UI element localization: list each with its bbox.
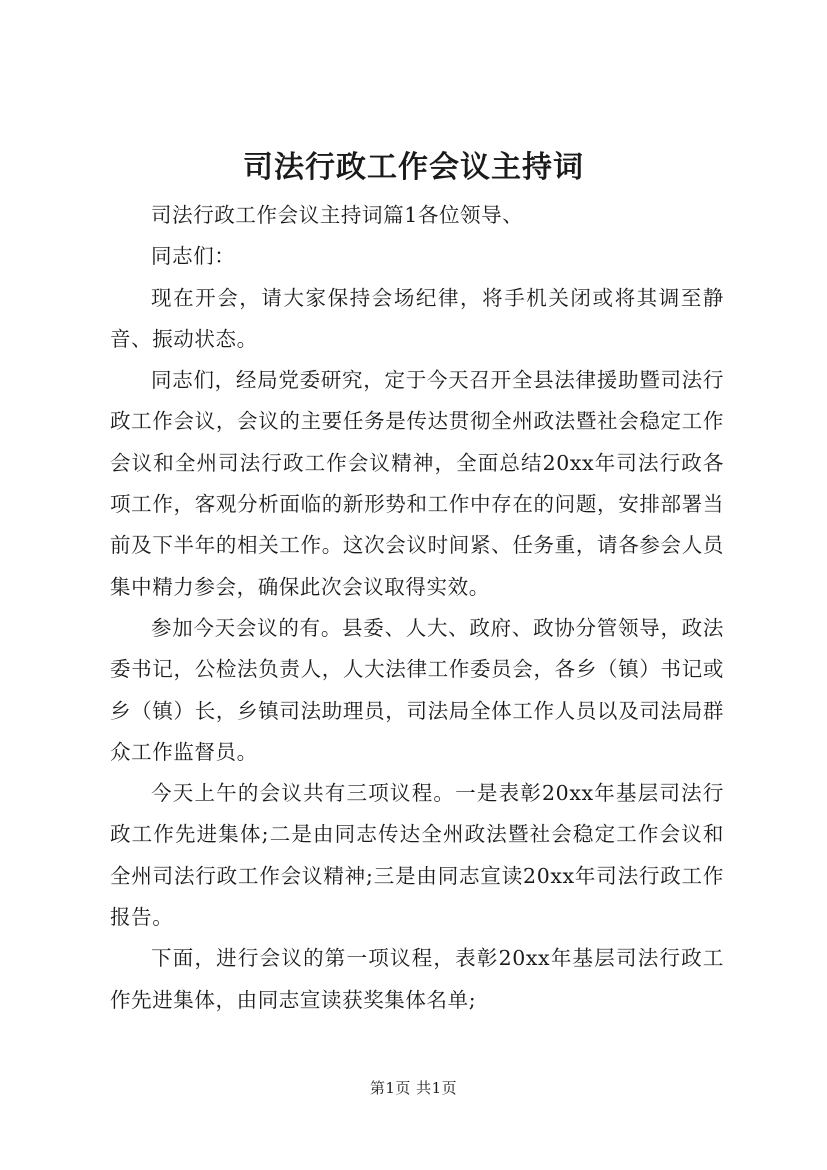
paragraph: 下面，进行会议的第一项议程，表彰20xx年基层司法行政工作先进集体，由同志宣读获奖集体名单; (110, 946, 724, 1012)
paragraph: 司法行政工作会议主持词篇1各位领导、 (151, 203, 524, 227)
paragraph: 现在开会，请大家保持会场纪律，将手机关闭或将其调至静音、振动状态。 (110, 285, 724, 351)
page-footer: 第1页 共1页 (369, 1079, 458, 1097)
paragraph: 参加今天会议的有。县委、人大、政府、政协分管领导，政法委书记，公检法负责人，人大法律工作委员会，各乡（镇）书记或乡（镇）长，乡镇司法助理员，司法局全体工作人员以及司法局群众工作监督员。 (110, 615, 724, 764)
paragraph: 今天上午的会议共有三项议程。一是表彰20xx年基层司法行政工作先进集体;二是由同志传达全州政法暨社会稳定工作会议和全州司法行政工作会议精神;三是由同志宣读20xx年司法行政工作报告。 (110, 781, 724, 930)
paragraph: 同志们，经局党委研究，定于今天召开全县法律援助暨司法行政工作会议，会议的主要任务是传达贯彻全州政法暨社会稳定工作会议和全州司法行政工作会议精神，全面总结20xx年司法行政各项工作，客观分析面临的新形势和工作中存在的问题，安排部署当前及下半年的相关工作。这次会议时间紧、任务重，请各参会人员集中精力参会，确保此次会议取得实效。 (110, 368, 724, 599)
document-body (110, 195, 724, 1021)
document-title: 司法行政工作会议主持词 (243, 150, 584, 185)
paragraph: 同志们： (151, 244, 236, 269)
